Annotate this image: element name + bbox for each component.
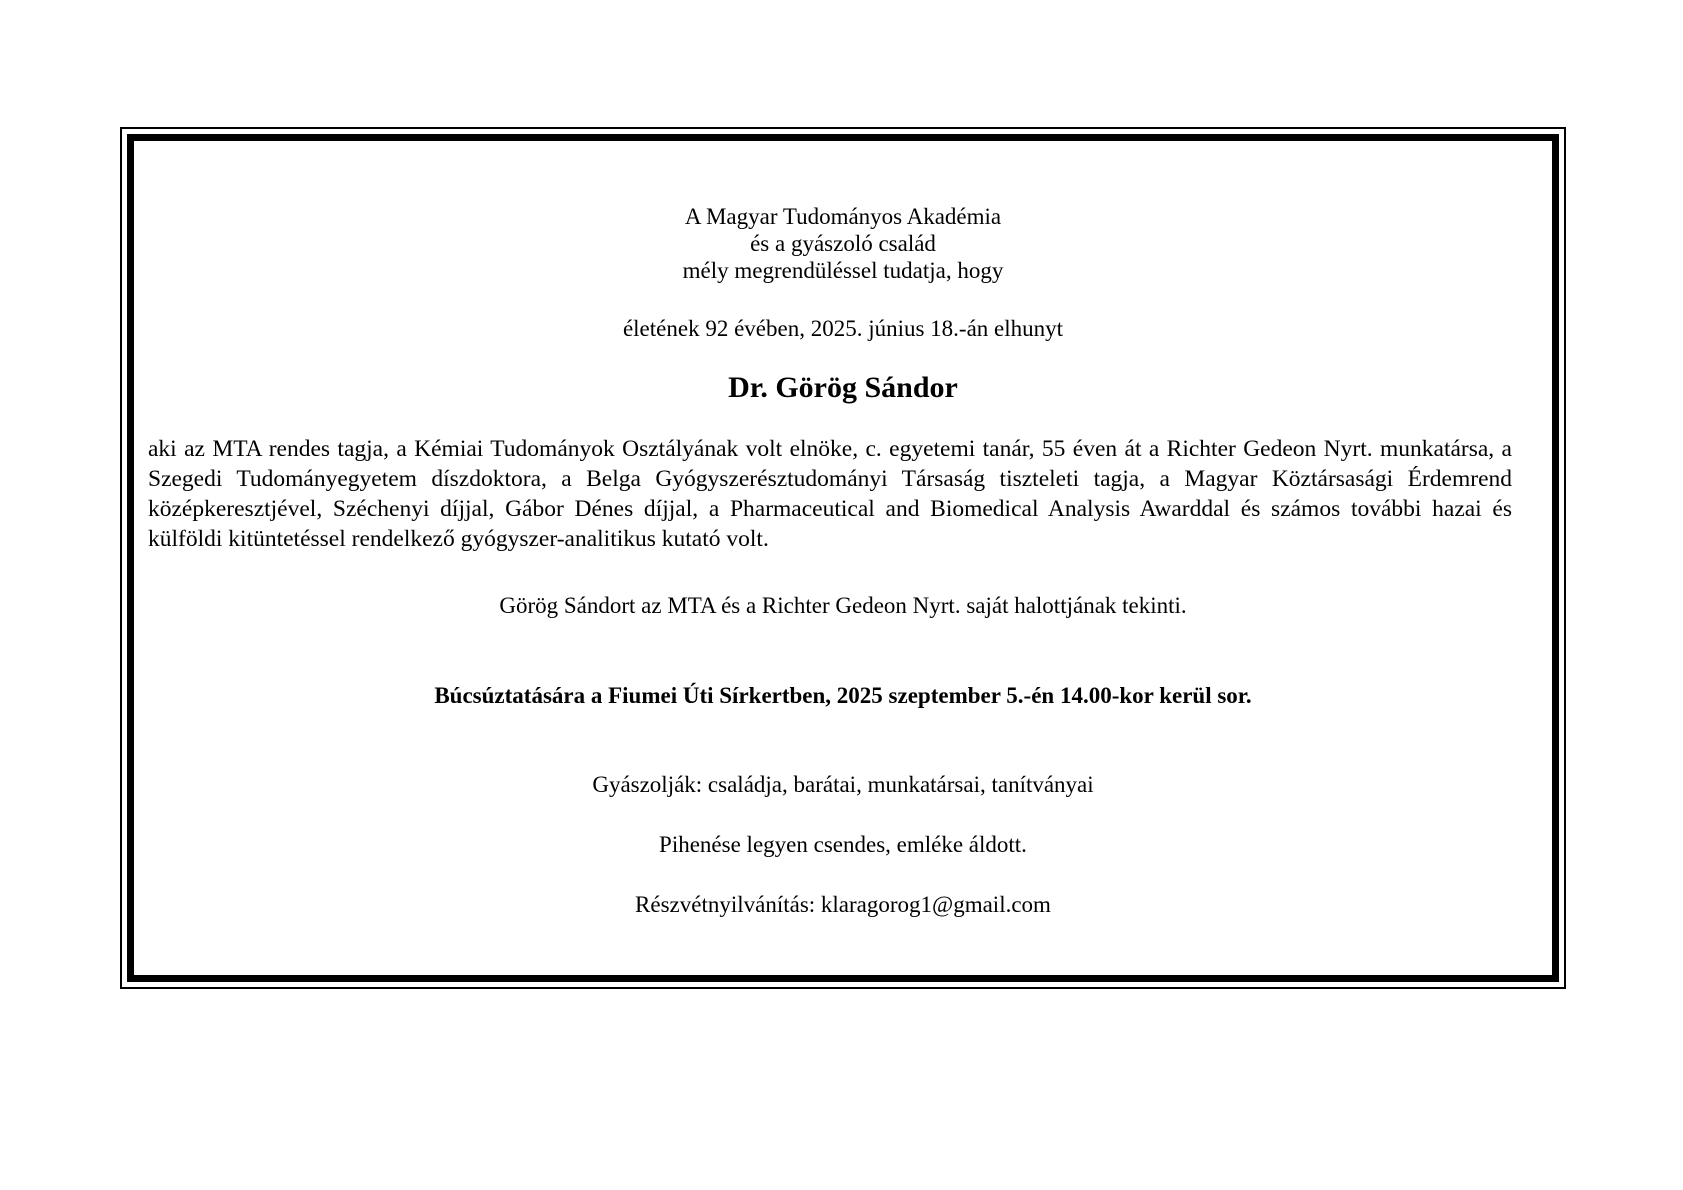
mourners-line: Gyászolják: családja, barátai, munkatársai, tanítványai — [592, 772, 1094, 797]
intro-line-2: és a gyászoló család — [750, 231, 936, 256]
biography-paragraph: aki az MTA rendes tagja, a Kémiai Tudományok Osztályának volt elnöke, c. egyetemi tanár, 55 éven át a Richter Gedeon Nyrt. munkatársa, a Szegedi Tudományegyetem díszdoktora, a Belga Gyógyszerésztudományi Társaság tiszteleti tagja, a Magyar Köztársasági Érdemrend középkeresztjével, Széchenyi díjjal, Gábor Dénes díjjal, a Pharmaceutical and Biomedical Analysis Awarddal és számos további hazai és külföldi kitüntetéssel rendelkező gyógyszer-analitikus kutató volt. — [148, 436, 1512, 552]
deceased-name: Dr. Görög Sándor — [728, 371, 958, 404]
funeral-info: Búcsúztatására a Fiumei Úti Sírkertben, 2025 szeptember 5.-én 14.00-kor kerül sor. — [434, 683, 1252, 708]
notice-frame — [127, 134, 1559, 982]
notice-frame-outer — [120, 127, 1566, 989]
condolence-contact: Részvétnyilvánítás: klaragorog1@gmail.com — [635, 892, 1051, 917]
death-announcement: életének 92 évében, 2025. június 18.-án elhunyt — [622, 316, 1064, 341]
blessing-line: Pihenése legyen csendes, emléke áldott. — [659, 832, 1027, 857]
own-dead-statement: Görög Sándort az MTA és a Richter Gedeon Nyrt. saját halottjának tekinti. — [499, 593, 1187, 618]
intro-line-3: mély megrendüléssel tudatja, hogy — [682, 258, 1004, 283]
intro-line-1: A Magyar Tudományos Akadémia — [684, 204, 1002, 229]
